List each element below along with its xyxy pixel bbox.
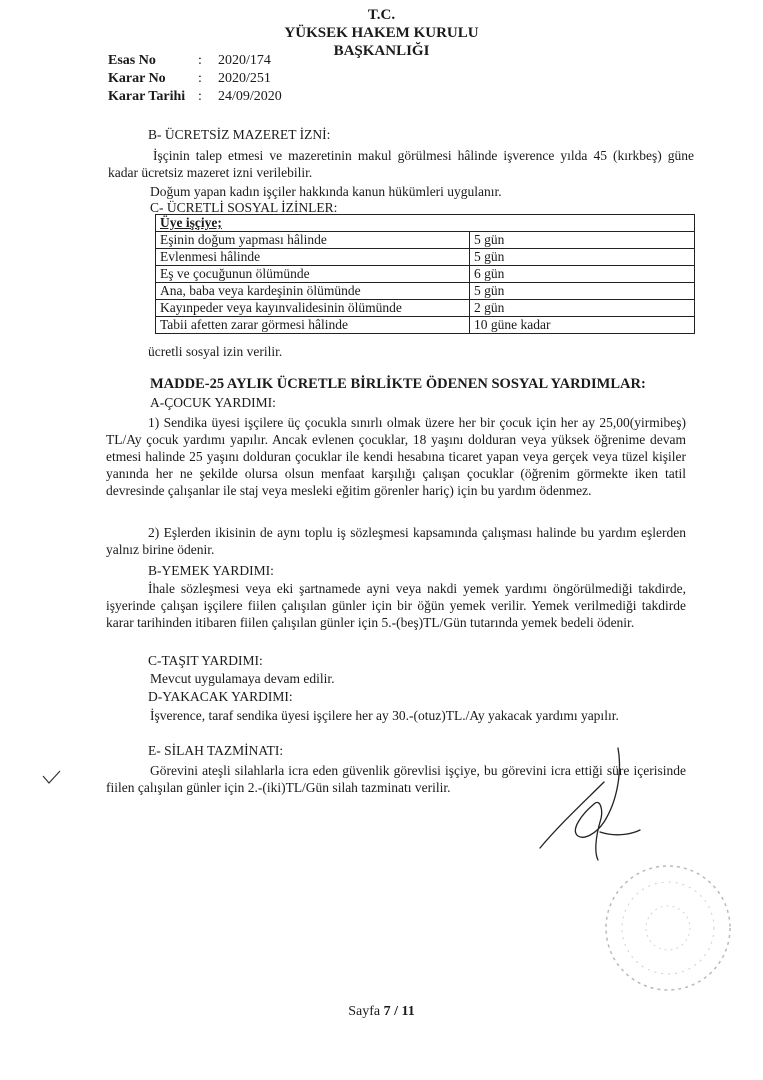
page-number: 7 / 11 bbox=[383, 1004, 415, 1019]
section-c-footer: ücretli sosyal izin verilir. bbox=[148, 344, 283, 359]
weapon-allowance-paragraph: Görevini ateşli silahlarla icra eden güvenlik görevlisi işçiye, bu görevini icra ettiği süre içerisinde fiilen çalışılan günler için 2.-(iki)TL/Gün silah tazminatı verilir. bbox=[106, 763, 686, 795]
section-b-title: B- ÜCRETSİZ MAZERET İZNİ: bbox=[148, 127, 331, 142]
meta-row-esas bbox=[108, 52, 282, 70]
table-row bbox=[156, 249, 695, 266]
leave-days: 10 güne kadar bbox=[470, 317, 695, 334]
page-label: Sayfa bbox=[348, 1004, 381, 1019]
meta-value: 24/09/2020 bbox=[218, 89, 282, 104]
meta-colon: : bbox=[198, 53, 202, 68]
meta-label: Karar Tarihi bbox=[108, 89, 186, 104]
leave-case: Evlenmesi hâlinde bbox=[156, 249, 470, 266]
section-c-title: C- ÜCRETLİ SOSYAL İZİNLER: bbox=[150, 200, 338, 215]
table-header-cell: Üye işçiye; bbox=[156, 215, 695, 232]
table-row bbox=[156, 317, 695, 334]
leave-case: Eş ve çocuğunun ölümünde bbox=[156, 266, 470, 283]
table-header-row bbox=[156, 215, 695, 232]
table-row bbox=[156, 283, 695, 300]
signature-icon bbox=[500, 740, 660, 870]
leave-days: 5 gün bbox=[470, 283, 695, 300]
leave-days: 2 gün bbox=[470, 300, 695, 317]
leave-case: Kayınpeder veya kayınvalidesinin ölümünde bbox=[156, 300, 470, 317]
leave-case: Ana, baba veya kardeşinin ölümünde bbox=[156, 283, 470, 300]
transport-aid-paragraph: Mevcut uygulamaya devam edilir. bbox=[150, 671, 335, 686]
header-institution: YÜKSEK HAKEM KURULU bbox=[284, 25, 479, 41]
weapon-allowance-title: E- SİLAH TAZMİNATI: bbox=[148, 743, 284, 758]
table-row bbox=[156, 232, 695, 249]
meta-colon: : bbox=[198, 71, 202, 86]
transport-aid-title: C-TAŞIT YARDIMI: bbox=[148, 653, 263, 668]
fuel-aid-paragraph: İşverence, taraf sendika üyesi işçilere her ay 30.-(otuz)TL./Ay yakacak yardımı yapılır. bbox=[150, 708, 619, 723]
meta-row-karar bbox=[108, 70, 282, 88]
meta-row-tarih bbox=[108, 88, 282, 106]
leave-days: 5 gün bbox=[470, 249, 695, 266]
paid-leave-table bbox=[155, 214, 695, 334]
leave-days: 6 gün bbox=[470, 266, 695, 283]
table-row bbox=[156, 300, 695, 317]
leave-days: 5 gün bbox=[470, 232, 695, 249]
page-footer bbox=[0, 1004, 763, 1020]
meta-value: 2020/174 bbox=[218, 53, 271, 68]
table-row bbox=[156, 266, 695, 283]
leave-case: Eşinin doğum yapması hâlinde bbox=[156, 232, 470, 249]
meal-aid-title: B-YEMEK YARDIMI: bbox=[148, 563, 274, 578]
meta-label: Esas No bbox=[108, 53, 156, 68]
meal-aid-paragraph: İhale sözleşmesi veya eki şartnamede ayni veya nakdi yemek yardımı öngörülmediği takdirde, işyerinde çalışan işçilere fiilen çalışılan günler için bir öğün yemek verilir. Yemek verilmediği takdirde karar tarihinden itibaren fiilen çalışılan günler için 5.-(beş)TL/Gün tutarında yemek bedeli ödenir. bbox=[106, 581, 686, 630]
child-aid-paragraph-2: 2) Eşlerden ikisinin de aynı toplu iş sözleşmesi kapsamında çalışması halinde bu yardım eşlerden yalnız birine ödenir. bbox=[106, 525, 686, 557]
leave-case: Tabii afetten zarar görmesi hâlinde bbox=[156, 317, 470, 334]
meta-value: 2020/251 bbox=[218, 71, 271, 86]
meta-label: Karar No bbox=[108, 71, 166, 86]
fuel-aid-title: D-YAKACAK YARDIMI: bbox=[148, 689, 293, 704]
section-b-note: Doğum yapan kadın işçiler hakkında kanun hükümleri uygulanır. bbox=[150, 184, 502, 199]
section-b-paragraph: İşçinin talep etmesi ve mazeretinin makul görülmesi hâlinde işverence yılda 45 (kırkbeş) güne kadar ücretsiz mazeret izni verilebilir. bbox=[108, 148, 694, 180]
child-aid-paragraph-1: 1) Sendika üyesi işçilere üç çocukla sınırlı olmak üzere her bir çocuk için her ay 25,00(yirmibeş) TL/Ay çocuk yardımı yapılır. Ancak evlenen çocuklar, 18 yaşını dolduran veya yüksek öğrenime devam etmesi halinde 25 yaşını dolduran çocuklar ile kendi hesabına ticaret yapan veya gerçek veya tüzel kişiler yanında her ne şekilde olursa olsun menfaat karşılığı çalışan çocuklar (öğrenim görmekte iken tatil devresinde çalışanlar ile staj veya mesleki eğitim görenler hariç) için bu yardım ödenmez. bbox=[106, 415, 686, 498]
case-meta bbox=[108, 52, 282, 106]
header-tc: T.C. bbox=[367, 7, 396, 23]
child-aid-title: A-ÇOCUK YARDIMI: bbox=[150, 395, 276, 410]
header-department: BAŞKANLIĞI bbox=[333, 43, 430, 59]
article-25-title: MADDE-25 AYLIK ÜCRETLE BİRLİKTE ÖDENEN SOSYAL YARDIMLAR: bbox=[150, 376, 646, 392]
margin-check-icon bbox=[40, 768, 64, 788]
meta-colon: : bbox=[198, 89, 202, 104]
official-seal-icon bbox=[598, 858, 738, 998]
